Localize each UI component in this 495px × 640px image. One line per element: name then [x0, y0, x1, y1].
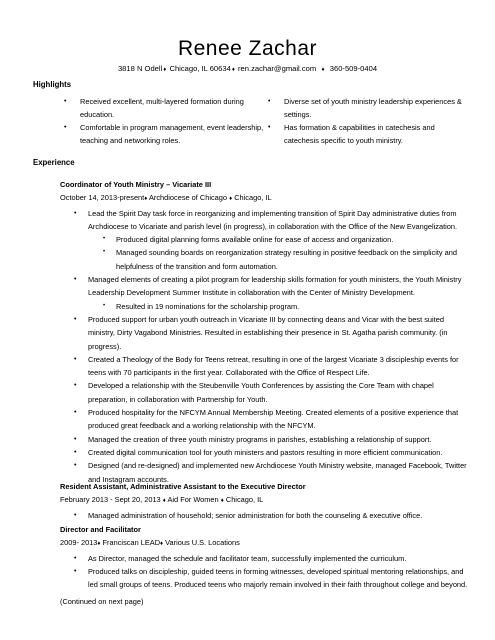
duty-item: • Designed (and re-designed) and implemented new Archdiocese Youth Ministry website, managed Facebook, Twitter and Instagram accounts.: [74, 461, 467, 484]
bullet-icon: •: [103, 236, 106, 243]
job-entry: [60, 523, 470, 591]
duty-item: • Lead the Spirit Day task force in reorganizing and implementing transition of Spirit Day administrative duties from Archdiocese to Vicariate and parish level (in progress), in collaboration with the Office of the New Evangelization.: [74, 208, 458, 231]
bullet-icon: •: [74, 209, 77, 217]
bullet-icon: •: [74, 448, 77, 456]
job-entry: [60, 178, 470, 486]
job-meta: [60, 191, 470, 206]
bullet-icon: •: [74, 567, 77, 575]
bullet-icon: •: [74, 554, 77, 562]
bullet-icon: •: [74, 409, 77, 417]
contact-line: [0, 64, 495, 73]
duty-item: • Created digital communication tool for youth ministers and pastors resulting in more efficient communication.: [60, 446, 470, 459]
highlight-item: • Diverse set of youth ministry leadership experiences & settings.: [268, 97, 462, 120]
duty-item: • Developed a relationship with the Steubenville Youth Conferences by assisting the Core Team with chapel preparation, in collaboration with Partnership for Youth.: [74, 381, 434, 404]
job-duties: [60, 207, 470, 486]
job-entry: [60, 480, 470, 522]
bullet-icon: •: [64, 98, 67, 105]
email-link[interactable]: ren.zachar@gmail.com: [238, 64, 317, 73]
experience-heading: Experience: [33, 158, 75, 167]
highlight-item: • Comfortable in program management, event leadership, teaching and networking roles.: [64, 123, 264, 146]
duty-item: • Produced hospitality for the NFCYM Annual Membership Meeting. Created elements of a positive experience that produced great feedback and a working relationship with the NFCYM.: [74, 408, 459, 431]
bullet-icon: •: [74, 462, 77, 470]
bullet-icon: •: [74, 511, 77, 519]
diamond-separator-icon: ♦: [231, 67, 235, 73]
job-employer: Aid For Women: [167, 495, 219, 505]
job-dates: October 14, 2013-present: [60, 193, 145, 203]
job-employer: Franciscan LEAD: [102, 538, 161, 548]
address: 3818 N Odell: [117, 64, 163, 73]
bullet-icon: •: [74, 382, 77, 390]
job-location: Various U.S. Locations: [165, 538, 240, 548]
bullet-icon: •: [268, 98, 271, 105]
job-title: Coordinator of Youth Ministry – Vicariate III: [60, 180, 212, 189]
city: Chicago, IL 60634: [169, 64, 231, 73]
diamond-separator-icon: ♦: [97, 541, 101, 548]
bullet-icon: •: [103, 249, 106, 256]
highlight-item: • Received excellent, multi-layered formation during education.: [64, 97, 244, 120]
job-meta: [60, 536, 470, 551]
diamond-separator-icon: ♦: [162, 498, 166, 505]
job-location: Chicago, IL: [234, 193, 272, 203]
duty-subitem: • Produced digital planning forms available online for ease of access and organization.: [60, 233, 470, 246]
job-dates: 2009- 2013: [60, 538, 98, 548]
bullet-icon: •: [74, 315, 77, 323]
duty-item: • Managed administration of household; senior administration for both the counseling & executive office.: [60, 509, 470, 522]
job-duties: [60, 552, 470, 592]
phone: 360-509-0404: [329, 64, 378, 73]
diamond-separator-icon: ♦: [144, 196, 148, 203]
diamond-separator-icon: ♦: [160, 541, 164, 548]
bullet-icon: •: [268, 124, 271, 131]
candidate-name: Renee Zachar: [177, 37, 318, 60]
job-title: Resident Assistant, Administrative Assistant to the Executive Director: [60, 482, 306, 491]
duty-item: • Produced talks on discipleship, guided teens in forming witnesses, developed spiritual mentoring relationships, and led small groups of teens. Produced teens who majorly remain involved in their faith throughout college and beyond.: [74, 566, 468, 590]
diamond-separator-icon: ♦: [321, 67, 325, 73]
duty-item: • Managed the creation of three youth ministry programs in parishes, establishing a relationship of support.: [60, 433, 470, 446]
highlights-heading: Highlights: [33, 80, 72, 89]
bullet-icon: •: [103, 302, 106, 309]
bullet-icon: •: [74, 276, 77, 284]
highlight-item: • Has formation & capabilities in catechesis and catechesis specific to youth ministry.: [268, 123, 435, 146]
bullet-icon: •: [74, 435, 77, 443]
duty-subitem: • Resulted in 19 nominations for the scholarship program.: [60, 300, 470, 313]
duty-item: • Managed elements of creating a pilot program for leadership skills formation for youth ministers, the Youth Ministry Leadership Development Summer Institute in collaboration with the Center of Ministry Development.: [74, 275, 462, 298]
bullet-icon: •: [64, 124, 67, 131]
diamond-separator-icon: ♦: [163, 67, 167, 73]
duty-item: • Created a Theology of the Body for Teens retreat, resulting in one of the largest Vicariate 3 discipleship events for teens with 70 participants in the first year. Collaborated with the Office of Respect Life.: [74, 354, 459, 378]
duty-item: • Produced support for urban youth outreach in Vicariate III by connecting deans and Vicar with the best suited ministry, Dirty Vagabond Ministries. Resulted in establishing their presence in St. Agatha parish community. (in progress).: [74, 314, 448, 351]
bullet-icon: •: [74, 355, 77, 363]
job-dates: February 2013 - Sept 20, 2013: [60, 495, 161, 505]
duty-subitem: • Managed sounding boards on reorganization strategy resulting in positive feedback on the simplicity and helpfulness of the transition and form automation.: [103, 248, 457, 271]
job-location: Chicago, IL: [225, 495, 264, 505]
job-employer: Archdiocese of Chicago: [148, 193, 228, 203]
continued-note: (Continued on next page): [60, 597, 144, 606]
duty-item: • As Director, managed the schedule and facilitator team, successfully implemented the curriculum.: [60, 552, 470, 565]
diamond-separator-icon: ♦: [220, 498, 224, 505]
job-meta: [60, 493, 470, 508]
job-title: Director and Facilitator: [60, 525, 141, 534]
job-duties: [60, 509, 470, 522]
diamond-separator-icon: ♦: [229, 196, 233, 203]
